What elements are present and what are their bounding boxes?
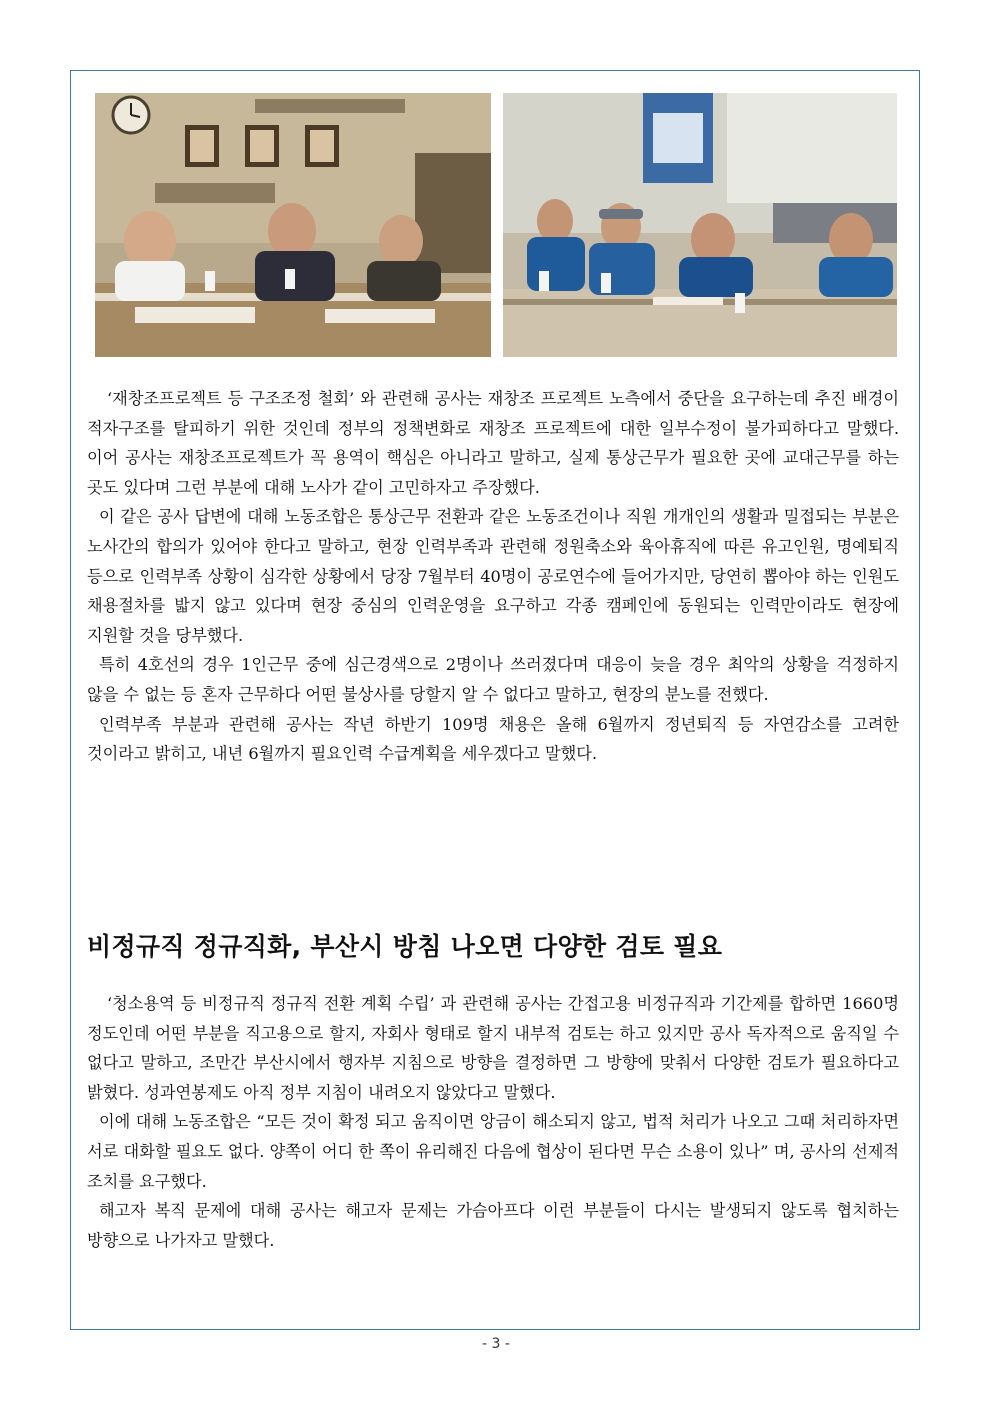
section-heading: 비정규직 정규직화, 부산시 방침 나오면 다양한 검토 필요 [87,932,723,961]
body-paragraph: ‘재창조프로젝트 등 구조조정 철회’ 와 관련해 공사는 재창조 프로젝트 노측에서 중단을 요구하는데 추진 배경이 적자구조를 탈피하기 위한 것인데 정부의 정책변화로 재창조 프로젝트에 대한 일부수정이 불가피하다고 말했다. 이어 공사는 재창조프로젝트가 꼭 용역이 핵심은 아니라고 말하고, 실제 통상근무가 필요한 곳에 교대근무를 하는 곳도 있다며 그런 부분에 대해 노사가 같이 고민하자고 주장했다. [87,389,899,497]
body-paragraph: 이 같은 공사 답변에 대해 노동조합은 통상근무 전환과 같은 노동조건이나 직원 개개인의 생활과 밀접되는 부분은 노사간의 합의가 있어야 한다고 말하고, 현장 인력부족과 관련해 정원축소와 육아휴직에 따른 유고인원, 명예퇴직 등으로 인력부족 상황이 심각한 상황에서 당장 7월부터 40명이 공로연수에 들어가지만, 당연히 뽑아야 하는 인원도 채용절차를 밟지 않고 있다며 현장 중심의 인력운영을 요구하고 각종 캠페인에 동원되는 인력만이라도 현장에 지원할 것을 당부했다. [87,507,899,645]
section-2-body [87,989,899,1255]
body-paragraph: 해고자 복직 문제에 대해 공사는 해고자 문제는 가슴아프다 이런 부분들이 다시는 발생되지 않도록 협치하는 방향으로 나가자고 말했다. [87,1201,899,1250]
body-paragraph: 이에 대해 노동조합은 “모든 것이 확정 되고 움직이면 앙금이 해소되지 않고, 법적 처리가 나오고 그때 처리하자면 서로 대화할 필요도 없다. 양쪽이 어디 한 쪽이 유리해진 다음에 협상이 된다면 무슨 소용이 있나” 며, 공사의 선제적 조치를 요구했다. [87,1112,899,1191]
section-1-body [87,384,899,769]
body-paragraph: 특히 4호선의 경우 1인근무 중에 심근경색으로 2명이나 쓰러졌다며 대응이 늦을 경우 최악의 상황을 걱정하지 않을 수 없는 등 혼자 근무하다 어떤 불상사를 당할지 알 수 없다고 말하고, 현장의 분노를 전했다. [87,655,899,704]
body-paragraph: 인력부족 부분과 관련해 공사는 작년 하반기 109명 채용은 올해 6월까지 정년퇴직 등 자연감소를 고려한 것이라고 밝히고, 내년 6월까지 필요인력 수급계획을 세우겠다고 말했다. [87,714,899,764]
photo-row [95,93,897,357]
meeting-photo-union [503,93,897,357]
meeting-photo-union-image [503,93,897,357]
content-frame [70,70,920,1330]
meeting-photo-management [95,93,491,357]
meeting-photo-management-image [95,93,491,357]
page-number: - 3 - [482,1336,510,1352]
body-paragraph: ‘청소용역 등 비정규직 정규직 전환 계획 수립’ 과 관련해 공사는 간접고용 비정규직과 기간제를 합하면 1660명 정도인데 어떤 부분을 직고용으로 할지, 자회사 형태로 할지 내부적 검토는 하고 있지만 공사 독자적으로 움직일 수 없다고 말하고, 조만간 부산시에서 행자부 지침으로 방향을 결정하면 그 방향에 맞춰서 다양한 검토가 필요하다고 밝혔다. 성과연봉제도 아직 정부 지침이 내려오지 않았다고 말했다. [87,994,899,1102]
